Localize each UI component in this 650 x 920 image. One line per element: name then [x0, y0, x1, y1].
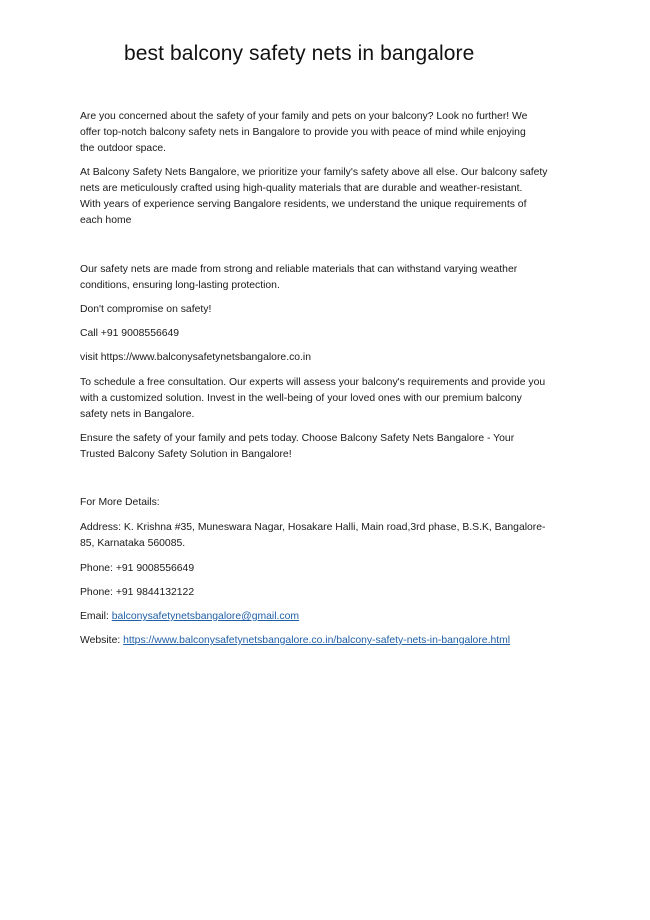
email-link[interactable]: balconysafetynetsbangalore@gmail.com [111, 611, 300, 622]
contact-heading-text: For More Details: [80, 497, 160, 508]
consultation-paragraph [80, 375, 580, 423]
address-line: 85, Karnataka 560085. [80, 538, 186, 549]
address-line: Address: K. Krishna #35, Muneswara Nagar, Hosakare Halli, Main road,3rd phase, B.S.K, Bangalore- [80, 522, 546, 533]
text-line: Are you concerned about the safety of your family and pets on your balcony? Look no further! We [80, 111, 528, 122]
phone-text: Phone: +91 9008556649 [80, 563, 195, 574]
text-line: Don't compromise on safety! [80, 304, 212, 315]
text-line: the outdoor space. [80, 143, 167, 154]
phone-text: Phone: +91 9844132122 [80, 587, 195, 598]
intro-paragraph [80, 109, 580, 157]
text-line: with a customized solution. Invest in the well-being of your loved ones with our premium balcony [80, 393, 522, 404]
text-line: To schedule a free consultation. Our experts will assess your balcony's requirements and provide you [80, 377, 546, 388]
contact-heading [80, 495, 580, 511]
contact-phone-1 [80, 561, 580, 577]
text-line: conditions, ensuring long-lasting protection. [80, 280, 280, 291]
text-line: offer top-notch balcony safety nets in Bangalore to provide you with peace of mind while enjoying [80, 127, 526, 138]
website-link[interactable]: https://www.balconysafetynetsbangalore.co.in/balcony-safety-nets-in-bangalore.html [123, 635, 511, 646]
text-line: With years of experience serving Bangalore residents, we understand the unique requirements of [80, 199, 527, 210]
call-paragraph [80, 326, 580, 342]
materials-paragraph [80, 262, 580, 294]
text-line: Our safety nets are made from strong and reliable materials that can withstand varying weather [80, 264, 518, 275]
contact-address [80, 520, 580, 552]
text-line: safety nets in Bangalore. [80, 409, 195, 420]
text-line: Trusted Balcony Safety Solution in Bangalore! [80, 449, 292, 460]
document-title: best balcony safety nets in bangalore [124, 42, 475, 65]
contact-phone-2 [80, 585, 580, 601]
website-label: Website: [80, 635, 124, 646]
text-line: Ensure the safety of your family and pets today. Choose Balcony Safety Nets Bangalore - Your [80, 433, 515, 444]
contact-website [80, 633, 580, 649]
text-line: nets are meticulously crafted using high-quality materials that are durable and weather-resistant. [80, 183, 523, 194]
email-label: Email: [80, 611, 112, 622]
text-line: At Balcony Safety Nets Bangalore, we prioritize your family's safety above all else. Our balcony safety [80, 167, 548, 178]
text-line: visit https://www.balconysafetynetsbangalore.co.in [80, 352, 312, 363]
text-line: Call +91 9008556649 [80, 328, 180, 339]
about-paragraph [80, 165, 580, 229]
text-line: each home [80, 215, 132, 226]
cta-paragraph [80, 302, 580, 318]
visit-paragraph [80, 350, 580, 366]
contact-email [80, 609, 580, 625]
closing-paragraph [80, 431, 580, 463]
